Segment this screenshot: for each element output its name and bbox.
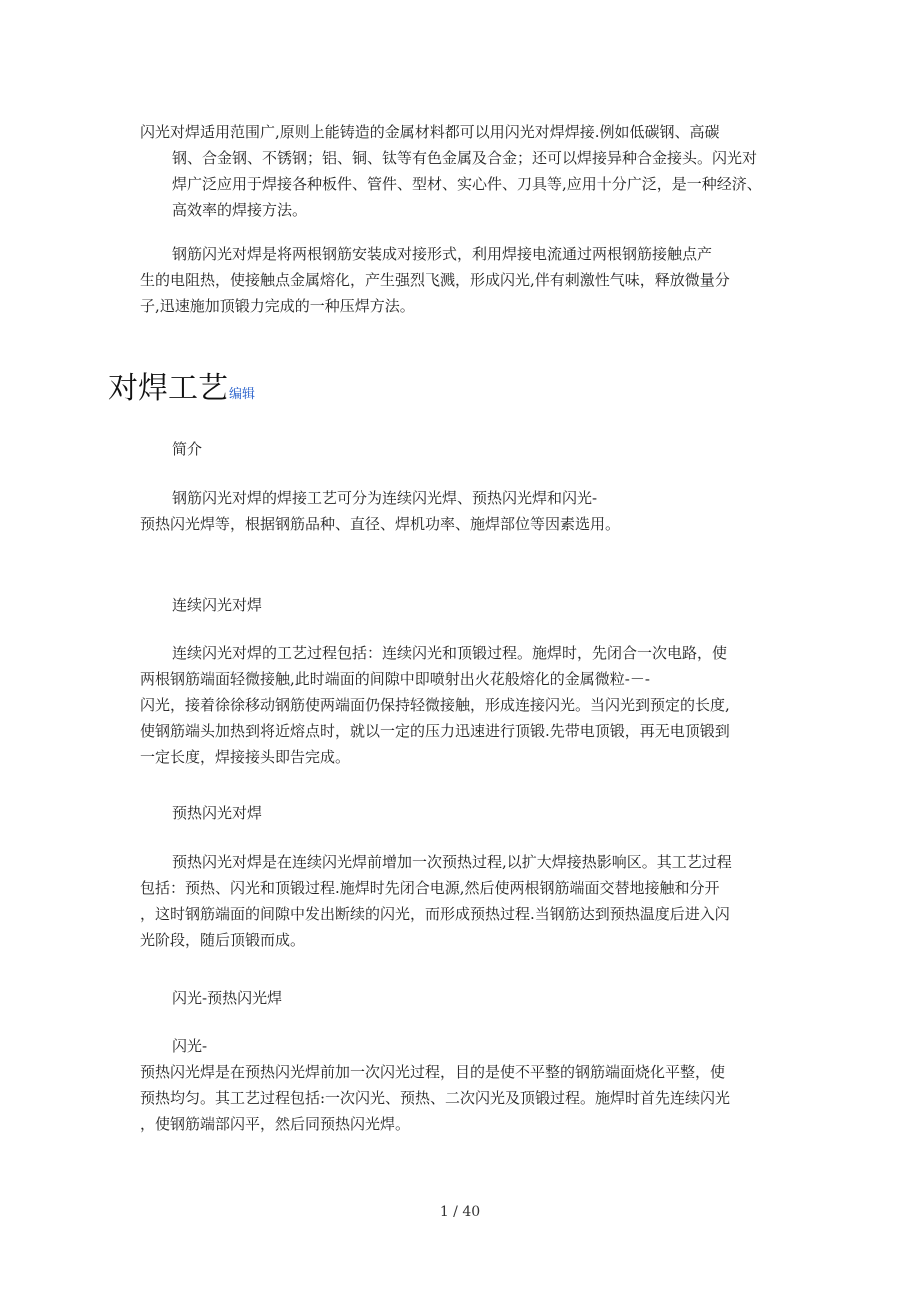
text-line: 预热闪光焊是在预热闪光焊前加一次闪光过程，目的是使不平整的钢筋端面烧化平整，使 [140, 1063, 726, 1081]
text-line: 闪光- [172, 1037, 208, 1055]
text-line: 钢筋闪光对焊的焊接工艺可分为连续闪光焊、预热闪光焊和闪光- [172, 489, 598, 507]
subheading-preheat-flash: 预热闪光对焊 [172, 804, 263, 822]
intro-process-paragraph [140, 485, 780, 537]
text-line: 钢筋闪光对焊是将两根钢筋安装成对接形式，利用焊接电流通过两根钢筋接触点产 [172, 245, 713, 263]
section-title: 对焊工艺 [108, 371, 228, 406]
text-line: ，这时钢筋端面的间隙中发出断续的闪光，而形成预热过程.当钢筋达到预热温度后进入闪 [140, 905, 730, 923]
continuous-flash-paragraph [140, 640, 780, 770]
flash-preheat-paragraph [140, 1033, 780, 1137]
text-line: 闪光，接着徐徐移动钢筋使两端面仍保持轻微接触，形成连接闪光。当闪光到预定的长度, [140, 696, 730, 714]
text-line: 使钢筋端头加热到将近熔点时，就以一定的压力迅速进行顶锻.先带电顶锻，再无电顶锻到 [140, 722, 730, 740]
text-line: 高效率的焊接方法。 [172, 201, 308, 219]
text-line: 光阶段，随后顶锻而成。 [140, 931, 306, 949]
text-line: 预热均匀。其工艺过程包括:一次闪光、预热、二次闪光及顶锻过程。施焊时首先连续闪光 [140, 1089, 731, 1107]
subheading-intro: 简介 [172, 440, 203, 458]
text-line: 钢、合金钢、不锈钢；铝、铜、钛等有色金属及合金；还可以焊接异种合金接头。闪光对 [172, 149, 758, 167]
text-line: 子,迅速施加顶锻力完成的一种压焊方法。 [140, 297, 415, 315]
text-line: 连续闪光对焊的工艺过程包括：连续闪光和顶锻过程。施焊时，先闭合一次电路，使 [172, 644, 728, 662]
text-line: 两根钢筋端面轻微接触,此时端面的间隙中即喷射出火花般熔化的金属微粒-－- [140, 670, 650, 688]
text-line: 焊广泛应用于焊接各种板件、管件、型材、实心件、刀具等,应用十分广泛，是一种经济、 [172, 175, 762, 193]
text-line: 包括：预热、闪光和顶锻过程.施焊时先闭合电源,然后使两根钢筋端面交替地接触和分开 [140, 879, 720, 897]
subheading-flash-preheat: 闪光-预热闪光焊 [172, 989, 283, 1007]
text-line: ，使钢筋端部闪平，然后同预热闪光焊。 [140, 1115, 411, 1133]
intro-paragraph-2 [140, 241, 780, 319]
section-heading [108, 363, 255, 407]
page-number: 1 / 40 [439, 1204, 481, 1220]
preheat-flash-paragraph [140, 849, 780, 953]
edit-link[interactable]: 编辑 [229, 387, 256, 402]
text-line: 预热闪光对焊是在连续闪光焊前增加一次预热过程,以扩大焊接热影响区。其工艺过程 [172, 853, 732, 871]
text-line: 生的电阻热，使接触点金属熔化，产生强烈飞溅，形成闪光,伴有刺激性气味，释放微量分 [140, 271, 730, 289]
text-line: 预热闪光焊等，根据钢筋品种、直径、焊机功率、施焊部位等因素选用。 [140, 515, 621, 533]
text-line: 闪光对焊适用范围广,原则上能铸造的金属材料都可以用闪光对焊焊接.例如低碳钢、高碳 [140, 123, 720, 141]
intro-paragraph-1 [140, 119, 780, 223]
subheading-continuous-flash: 连续闪光对焊 [172, 596, 263, 614]
text-line: 一定长度，焊接接头即告完成。 [140, 748, 351, 766]
